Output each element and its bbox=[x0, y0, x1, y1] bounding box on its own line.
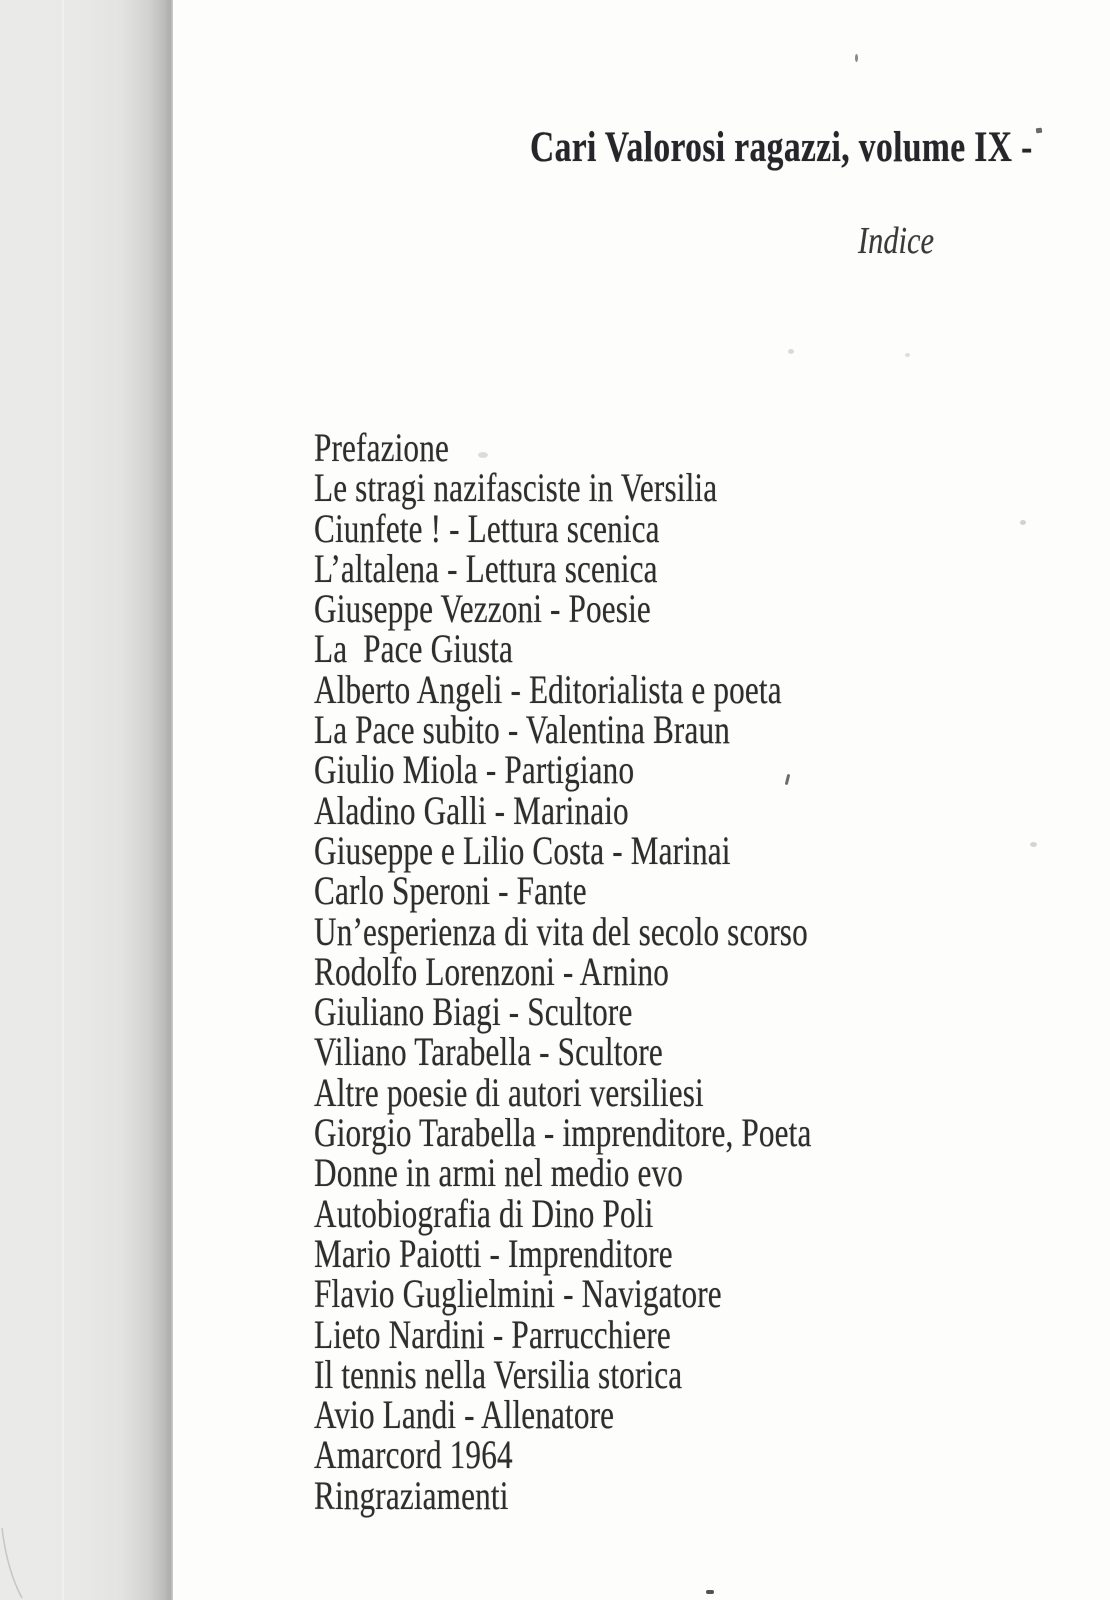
toc-entry: Altre poesie di autori versiliesi bbox=[314, 1069, 704, 1115]
toc-entry: Ringraziamenti bbox=[314, 1472, 509, 1518]
scan-speck bbox=[788, 349, 794, 354]
toc-entry: Avio Landi - Allenatore bbox=[314, 1392, 615, 1438]
section-heading: Indice bbox=[858, 220, 934, 262]
toc-entry: Le stragi nazifasciste in Versilia bbox=[314, 465, 718, 511]
toc-entry: Donne in armi nel medio evo bbox=[314, 1150, 683, 1196]
toc-entry: Giuliano Biagi - Scultore bbox=[314, 989, 633, 1035]
page-title: Cari Valorosi ragazzi, volume IX - bbox=[530, 124, 1033, 171]
toc-entry: Rodolfo Lorenzoni - Arnino bbox=[314, 948, 669, 994]
toc-entry: Prefazione bbox=[314, 425, 449, 470]
toc-entry: Ciunfete ! - Lettura scenica bbox=[314, 505, 660, 551]
scan-speck bbox=[855, 54, 858, 62]
toc-entry: Lieto Nardini - Parrucchiere bbox=[314, 1311, 671, 1357]
toc-entry: Giulio Miola - Partigiano bbox=[314, 747, 635, 793]
toc-entry: Viliano Tarabella - Scultore bbox=[314, 1029, 663, 1075]
toc-entry: Alberto Angeli - Editorialista e poeta bbox=[314, 666, 782, 712]
book-gutter-shadow bbox=[0, 0, 173, 1600]
scan-speck bbox=[905, 353, 910, 357]
scan-speck bbox=[1036, 128, 1043, 134]
toc-entry: Carlo Speroni - Fante bbox=[314, 868, 587, 914]
toc-entry: Mario Paiotti - Imprenditore bbox=[314, 1230, 673, 1276]
toc-entry: Giuseppe e Lilio Costa - Marinai bbox=[314, 827, 731, 873]
toc-entry: Flavio Guglielmini - Navigatore bbox=[314, 1271, 722, 1317]
toc-entry: Il tennis nella Versilia storica bbox=[314, 1351, 683, 1397]
toc-entry: La Pace Giusta bbox=[314, 626, 514, 672]
toc-entry: Aladino Galli - Marinaio bbox=[314, 787, 629, 833]
scan-speck bbox=[1030, 842, 1037, 847]
toc-entry: Amarcord 1964 bbox=[314, 1432, 513, 1478]
toc-entry: Un’esperienza di vita del secolo scorso bbox=[314, 908, 808, 954]
scan-speck bbox=[1020, 520, 1026, 525]
gutter-highlight-line bbox=[62, 0, 64, 1600]
toc-entry: L’altalena - Lettura scenica bbox=[314, 545, 658, 591]
scan-speck bbox=[478, 452, 488, 458]
scan-speck bbox=[706, 1590, 714, 1594]
toc-entry: La Pace subito - Valentina Braun bbox=[314, 707, 730, 753]
toc-entry: Autobiografia di Dino Poli bbox=[314, 1190, 654, 1236]
toc-list bbox=[314, 425, 812, 1518]
toc-entry: Giorgio Tarabella - imprenditore, Poeta bbox=[314, 1110, 812, 1156]
toc-entry: Giuseppe Vezzoni - Poesie bbox=[314, 586, 651, 632]
page-curl-line bbox=[0, 1528, 40, 1600]
